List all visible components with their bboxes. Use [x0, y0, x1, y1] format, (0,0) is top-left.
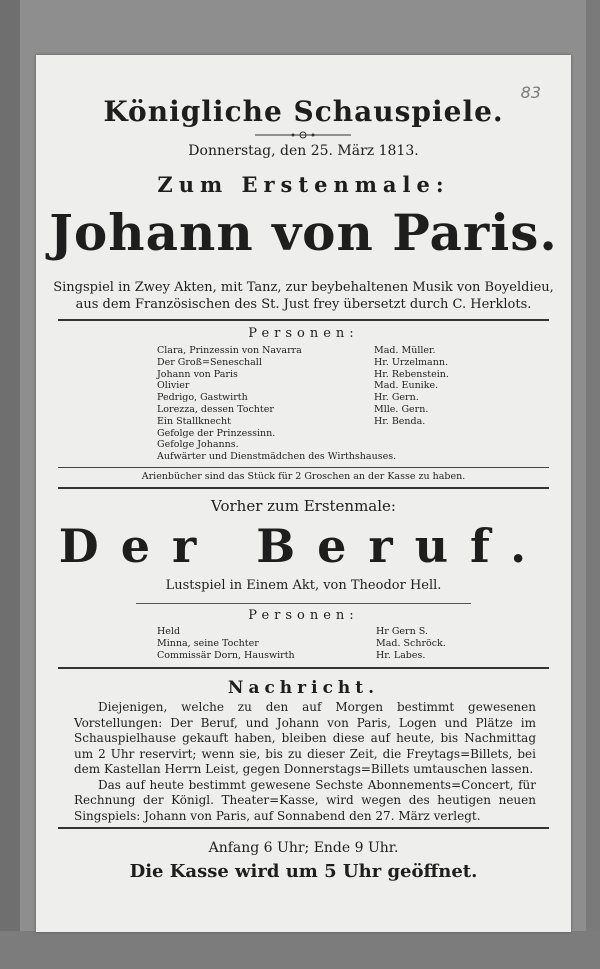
cast-actor: Hr. Gern.: [374, 392, 419, 404]
box-office-opening: Die Kasse wird um 5 Uhr geöffnet.: [129, 861, 478, 882]
notice-paragraph: Diejenigen, welche zu den auf Morgen bestimmt gewesenen Vorstellungen: Der Beruf, und Johann von Paris, Logen und Plätze im Schauspielhause gekauft haben, bleiben diese auf heute, bis Nachmittag um 2 Uhr reservirt; wenn sie, bis zu dieser Zeit, die Freytags=Billets, bei dem Kastellan Herrn Leist, gegen Donnerstags=Billets umtauschen lassen.: [74, 700, 536, 776]
cast-role: Clara, Prinzessin von Navarra: [157, 345, 302, 356]
scan-frame-left: [0, 0, 20, 969]
second-premiere-label: Vorher zum Erstenmale:: [211, 497, 396, 515]
cast-actor: Mad. Eunike.: [374, 380, 439, 392]
cast-role: Ein Stallknecht: [157, 415, 231, 427]
performance-date: Donnerstag, den 25. März 1813.: [188, 143, 419, 159]
catalog-mark: 83: [520, 83, 541, 102]
play-subtitle-line1: Singspiel in Zwey Akten, mit Tanz, zur beybehaltenen Musik von Boyeldieu,: [53, 280, 554, 295]
cast-role: Pedrigo, Gastwirth: [157, 392, 248, 404]
cast-role: Der Groß=Seneschall: [157, 356, 262, 368]
cast-actor: Mad. Schröck.: [376, 637, 446, 649]
cast-actor: Hr. Urzelmann.: [374, 356, 448, 368]
cast-actor: Hr. Labes.: [376, 649, 426, 661]
cast-actor: Mlle. Gern.: [374, 403, 429, 415]
scan-frame-bottom: [0, 931, 600, 969]
second-cast-heading: Personen:: [248, 608, 359, 623]
cast-heading: Personen:: [248, 326, 359, 341]
cast-role: Minna, seine Tochter: [157, 637, 259, 649]
notice-body: [74, 700, 536, 824]
cast-role: Olivier: [157, 380, 190, 392]
section-rule: [58, 467, 549, 468]
cast-roles: [157, 345, 396, 463]
notice-heading: Nachricht.: [227, 678, 380, 698]
section-rule: [136, 603, 471, 604]
ornament-divider: [253, 130, 353, 140]
cast-role: Johann von Paris: [157, 368, 238, 380]
cast-actor: Hr Gern S.: [376, 626, 428, 637]
notice-paragraph: Das auf heute bestimmt gewesene Sechste Abonnements=Concert, für Rechnung der Königl. Theater=Kasse, wird wegen des heutigen neuen Singspiels: Johann von Paris, auf Sonnabend den 27. März verlegt.: [74, 777, 536, 823]
cast-actors: [374, 345, 449, 428]
premiere-label: Zum Erstenmale:: [157, 172, 450, 197]
cast-role: Commissär Dorn, Hauswirth: [157, 649, 295, 661]
section-rule: [58, 319, 549, 321]
cast-role: Aufwärter und Dienstmädchen des Wirthshauses.: [157, 451, 397, 463]
second-play-title: Der Beruf.: [58, 519, 549, 573]
second-cast-actors: [376, 626, 446, 661]
cast-role: Lorezza, dessen Tochter: [157, 403, 274, 415]
play-subtitle-line2: aus dem Französischen des St. Just frey übersetzt durch C. Herklots.: [75, 297, 532, 312]
cast-actor: Hr. Benda.: [374, 415, 426, 427]
second-play-subtitle: Lustspiel in Einem Akt, von Theodor Hell.: [165, 578, 442, 593]
performance-times: Anfang 6 Uhr; Ende 9 Uhr.: [208, 840, 399, 856]
libretto-note: Arienbücher sind das Stück für 2 Groschen an der Kasse zu haben.: [141, 471, 466, 482]
section-rule: [58, 827, 549, 829]
second-cast-roles: [157, 626, 295, 661]
cast-actor: Hr. Rebenstein.: [374, 368, 449, 380]
play-title: Johann von Paris.: [49, 203, 558, 262]
theatre-name: Königliche Schauspiele.: [103, 95, 504, 128]
section-rule: [58, 667, 549, 669]
section-rule: [58, 487, 549, 489]
playbill-sheet: [36, 55, 571, 932]
scan-frame-right: [586, 0, 600, 969]
cast-actor: Mad. Müller.: [374, 345, 436, 356]
cast-role: Held: [157, 626, 181, 637]
cast-role: Gefolge der Prinzessinn.: [157, 427, 276, 439]
cast-role: Gefolge Johanns.: [157, 439, 239, 451]
